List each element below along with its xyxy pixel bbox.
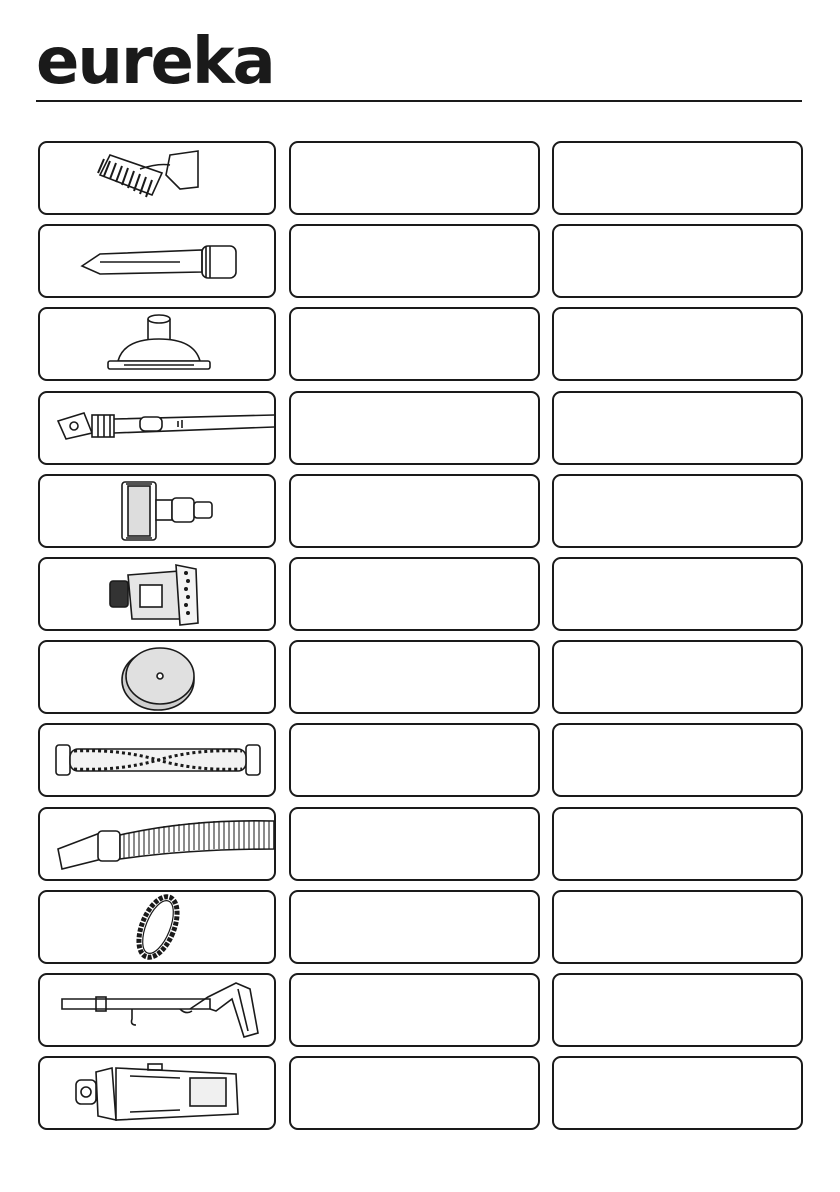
part-image-box [38, 474, 276, 548]
part-image-box [38, 141, 276, 215]
part-row [38, 391, 803, 465]
part-number-box [552, 557, 803, 631]
handle-icon [40, 975, 274, 1045]
part-name-box [289, 973, 540, 1047]
part-name-box [289, 807, 540, 881]
part-number-box [552, 890, 803, 964]
stair-tool-icon [40, 476, 274, 546]
part-row [38, 557, 803, 631]
part-number-box [552, 807, 803, 881]
part-number-box [552, 640, 803, 714]
part-image-box [38, 1056, 276, 1130]
part-name-box [289, 391, 540, 465]
part-name-box [289, 224, 540, 298]
part-row [38, 474, 803, 548]
part-number-box [552, 141, 803, 215]
turbo-brush-icon [40, 559, 274, 629]
part-name-box [289, 1056, 540, 1130]
part-name-box [289, 640, 540, 714]
filter-disc-icon [40, 642, 274, 712]
part-image-box [38, 307, 276, 381]
part-image-box [38, 391, 276, 465]
brushroll-icon [40, 725, 274, 795]
dust-cup-icon [40, 1058, 274, 1128]
part-number-box [552, 723, 803, 797]
part-row [38, 224, 803, 298]
crevice-tool-icon [40, 226, 274, 296]
part-row [38, 141, 803, 215]
part-number-box [552, 1056, 803, 1130]
part-number-box [552, 307, 803, 381]
part-image-box [38, 224, 276, 298]
part-image-box [38, 640, 276, 714]
part-name-box [289, 890, 540, 964]
dusting-brush-icon [40, 143, 274, 213]
part-row [38, 973, 803, 1047]
part-image-box [38, 807, 276, 881]
page-header [36, 25, 802, 104]
part-row [38, 890, 803, 964]
part-row [38, 723, 803, 797]
eureka-logo: eureka [36, 25, 274, 99]
upholstery-tool-icon [40, 309, 274, 379]
part-row [38, 307, 803, 381]
header-rule [36, 100, 802, 102]
part-number-box [552, 474, 803, 548]
part-name-box [289, 474, 540, 548]
part-name-box [289, 141, 540, 215]
part-image-box [38, 557, 276, 631]
extension-wand-icon [40, 393, 274, 463]
part-number-box [552, 224, 803, 298]
part-name-box [289, 723, 540, 797]
parts-grid [38, 141, 803, 1139]
part-image-box [38, 890, 276, 964]
part-number-box [552, 391, 803, 465]
part-name-box [289, 557, 540, 631]
part-number-box [552, 973, 803, 1047]
part-row [38, 807, 803, 881]
belt-icon [40, 892, 274, 962]
hose-icon [40, 809, 274, 879]
part-image-box [38, 973, 276, 1047]
part-image-box [38, 723, 276, 797]
part-row [38, 1056, 803, 1130]
part-row [38, 640, 803, 714]
part-name-box [289, 307, 540, 381]
